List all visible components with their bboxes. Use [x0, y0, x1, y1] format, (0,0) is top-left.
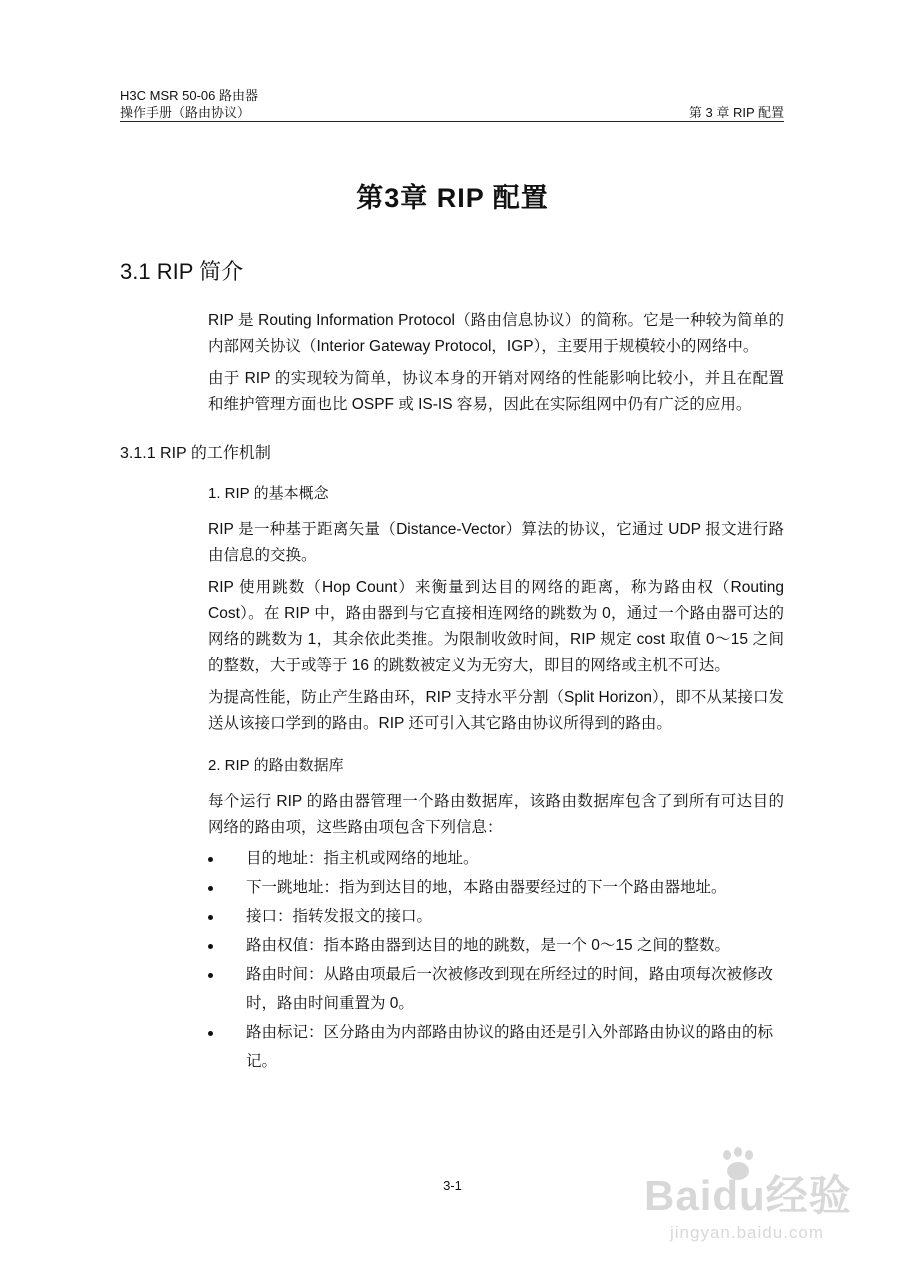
item1-block	[208, 481, 784, 841]
list-item: 路由标记：区分路由为内部路由协议的路由还是引入外部路由协议的路由的标记。	[208, 1018, 784, 1076]
page-number: 3-1	[443, 1178, 462, 1193]
list-item: 接口：指转发报文的接口。	[208, 902, 784, 931]
body-paragraph: 每个运行 RIP 的路由器管理一个路由数据库，该路由数据库包含了到所有可达目的网络的路由项，这些路由项包含下列信息：	[208, 793, 784, 836]
bullet-dot-icon	[208, 1031, 213, 1036]
watermark-url: jingyan.baidu.com	[670, 1223, 825, 1242]
list-item: 路由时间：从路由项最后一次被修改到现在所经过的时间，路由项每次被修改时，路由时间重置为 0。	[208, 960, 784, 1018]
subsection-title: 3.1.1 RIP 的工作机制	[120, 445, 271, 462]
body-paragraph: 为提高性能，防止产生路由环，RIP 支持水平分割（Split Horizon），即不从某接口发送从该接口学到的路由。RIP 还可引入其它路由协议所得到的路由。	[208, 689, 784, 732]
header-manual: 操作手册（路由协议）	[120, 105, 251, 120]
body-paragraph: RIP 是一种基于距离矢量（Distance-Vector）算法的协议，它通过 UDP 报文进行路由信息的交换。	[208, 521, 784, 564]
watermark-logo: Baidu经验	[644, 1172, 852, 1219]
item-heading: 2. RIP 的路由数据库	[208, 757, 344, 774]
chapter-title: 第3章 RIP 配置	[356, 183, 549, 213]
bullet-dot-icon	[208, 886, 213, 891]
body-paragraph: RIP 使用跳数（Hop Count）来衡量到达目的网络的距离，称为路由权（Routing Cost）。在 RIP 中，路由器到与它直接相连网络的跳数为 0，通过一个路由器可达的网络的跳数为 1，其余依此类推。为限制收敛时间，RIP 规定 cost 取值 0～15 之间的整数，大于或等于 16 的跳数被定义为无穷大，即目的网络或主机不可达。	[208, 579, 784, 674]
header-divider	[120, 121, 784, 122]
item-heading: 1. RIP 的基本概念	[208, 485, 329, 502]
bullet-dot-icon	[208, 915, 213, 920]
intro-block	[208, 308, 784, 418]
baidu-watermark	[640, 1145, 860, 1265]
list-item: 目的地址：指主机或网络的地址。	[208, 844, 784, 873]
intro-paragraph: RIP 是 Routing Information Protocol（路由信息协议）的简称。它是一种较为简单的内部网关协议（Interior Gateway Protocol，IGP），主要用于规模较小的网络中。	[208, 312, 784, 355]
section-title: 3.1 RIP 简介	[120, 259, 244, 284]
header-chapter-ref: 第 3 章 RIP 配置	[688, 105, 784, 120]
bullet-dot-icon	[208, 857, 213, 862]
page-header	[120, 87, 784, 121]
intro-paragraph: 由于 RIP 的实现较为简单，协议本身的开销对网络的性能影响比较小，并且在配置和维护管理方面也比 OSPF 或 IS-IS 容易，因此在实际组网中仍有广泛的应用。	[208, 370, 784, 413]
header-product: H3C MSR 50-06 路由器	[120, 88, 258, 103]
bullet-list	[208, 844, 784, 1076]
list-item: 下一跳地址：指为到达目的地，本路由器要经过的下一个路由器地址。	[208, 873, 784, 902]
bullet-dot-icon	[208, 973, 213, 978]
bullet-dot-icon	[208, 944, 213, 949]
list-item: 路由权值：指本路由器到达目的地的跳数，是一个 0～15 之间的整数。	[208, 931, 784, 960]
